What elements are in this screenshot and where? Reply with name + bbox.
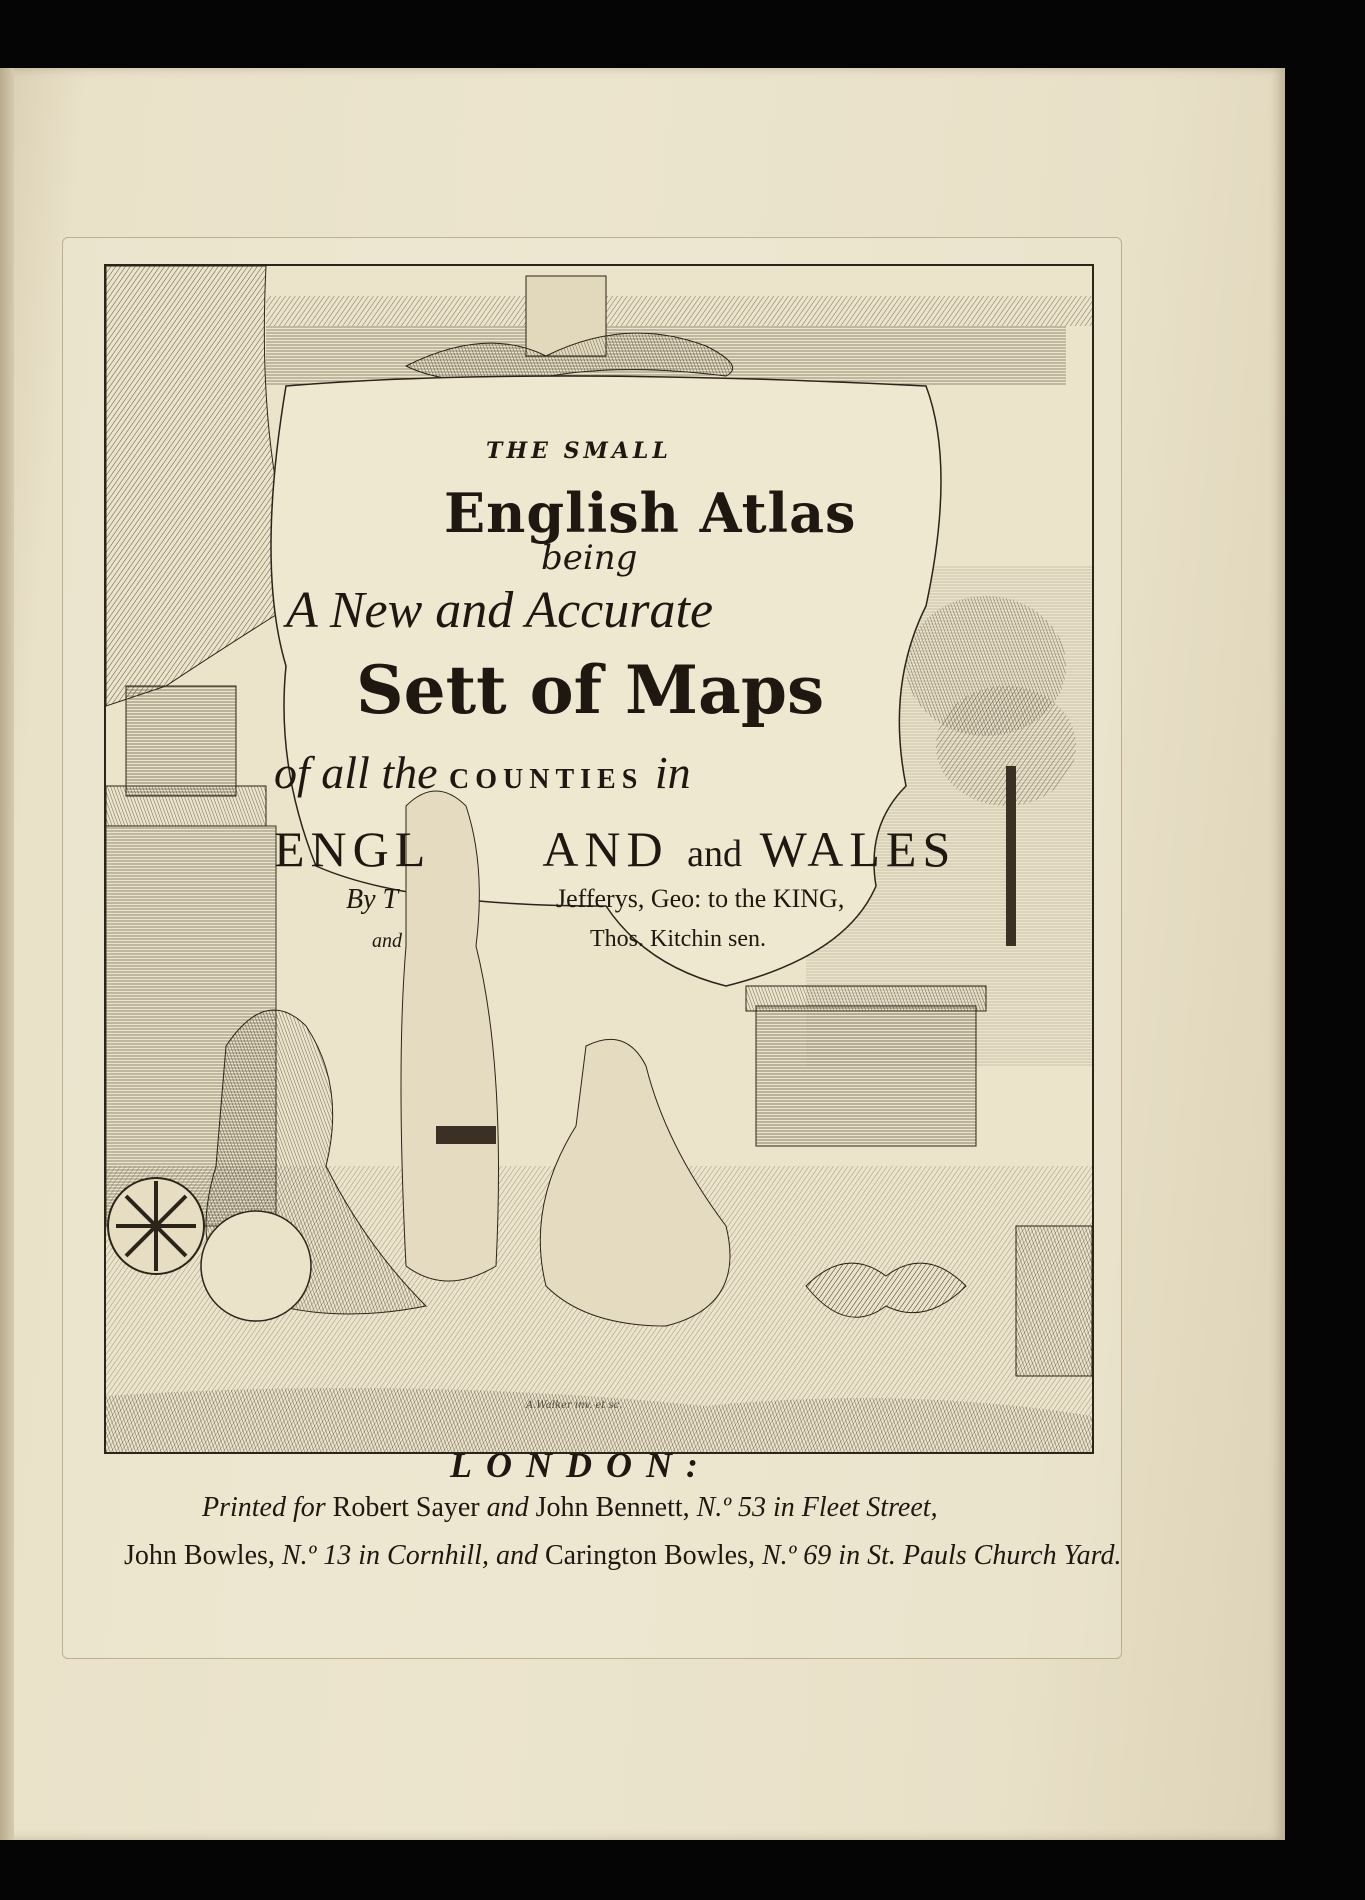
small-heading: THE SMALL — [486, 438, 672, 464]
subtitle-counties — [274, 746, 691, 799]
imprint-city: LONDON: — [450, 1445, 712, 1485]
imprint-line-1 — [202, 1492, 1365, 1524]
author-by: By T — [346, 884, 399, 915]
and-word: and — [687, 833, 743, 875]
author-and: and — [372, 930, 402, 952]
author-kitchin: Thos. Kitchin sen. — [590, 926, 766, 952]
imprint-fleet-street: N.º 53 in Fleet Street, — [696, 1492, 938, 1523]
being-text: being — [541, 538, 638, 578]
imprint-line-2 — [124, 1540, 1365, 1572]
imprint-bennett: John Bennett, — [528, 1492, 697, 1523]
page-gutter — [0, 68, 14, 1840]
subtitle-england-wales — [274, 820, 956, 878]
imprint-carington: Carington Bowles, — [537, 1540, 762, 1571]
imprint-sayer: Robert Sayer — [325, 1492, 487, 1523]
wales-word: WALES — [759, 821, 957, 877]
subtitle-sett-of-maps: Sett of Maps — [356, 651, 825, 729]
author-jefferys: Jefferys, Geo: to the KING, — [556, 884, 845, 913]
counties-suffix: in — [643, 747, 691, 798]
counties-prefix: of all the — [274, 747, 450, 798]
imprint-and: and — [486, 1492, 529, 1523]
imprint-church-yard: N.º 69 in St. Pauls Church Yard. — [761, 1540, 1122, 1571]
counties-word: COUNTIES — [449, 764, 644, 795]
frontispiece-engraving — [104, 264, 1094, 1454]
subtitle-new-accurate: A New and Accurate — [286, 582, 714, 639]
engraver-signature: A.Walker inv. et sc. — [526, 1400, 623, 1411]
imprint-bowles: John Bowles, — [124, 1540, 282, 1571]
imprint-printed-for: Printed for — [202, 1492, 326, 1523]
title-banner — [106, 266, 1092, 1452]
atlas-title: English Atlas — [444, 481, 857, 545]
imprint-cornhill: N.º 13 in Cornhill, and — [281, 1540, 538, 1571]
england-part-1: ENGL — [274, 821, 432, 877]
england-part-2: AND — [542, 821, 669, 877]
